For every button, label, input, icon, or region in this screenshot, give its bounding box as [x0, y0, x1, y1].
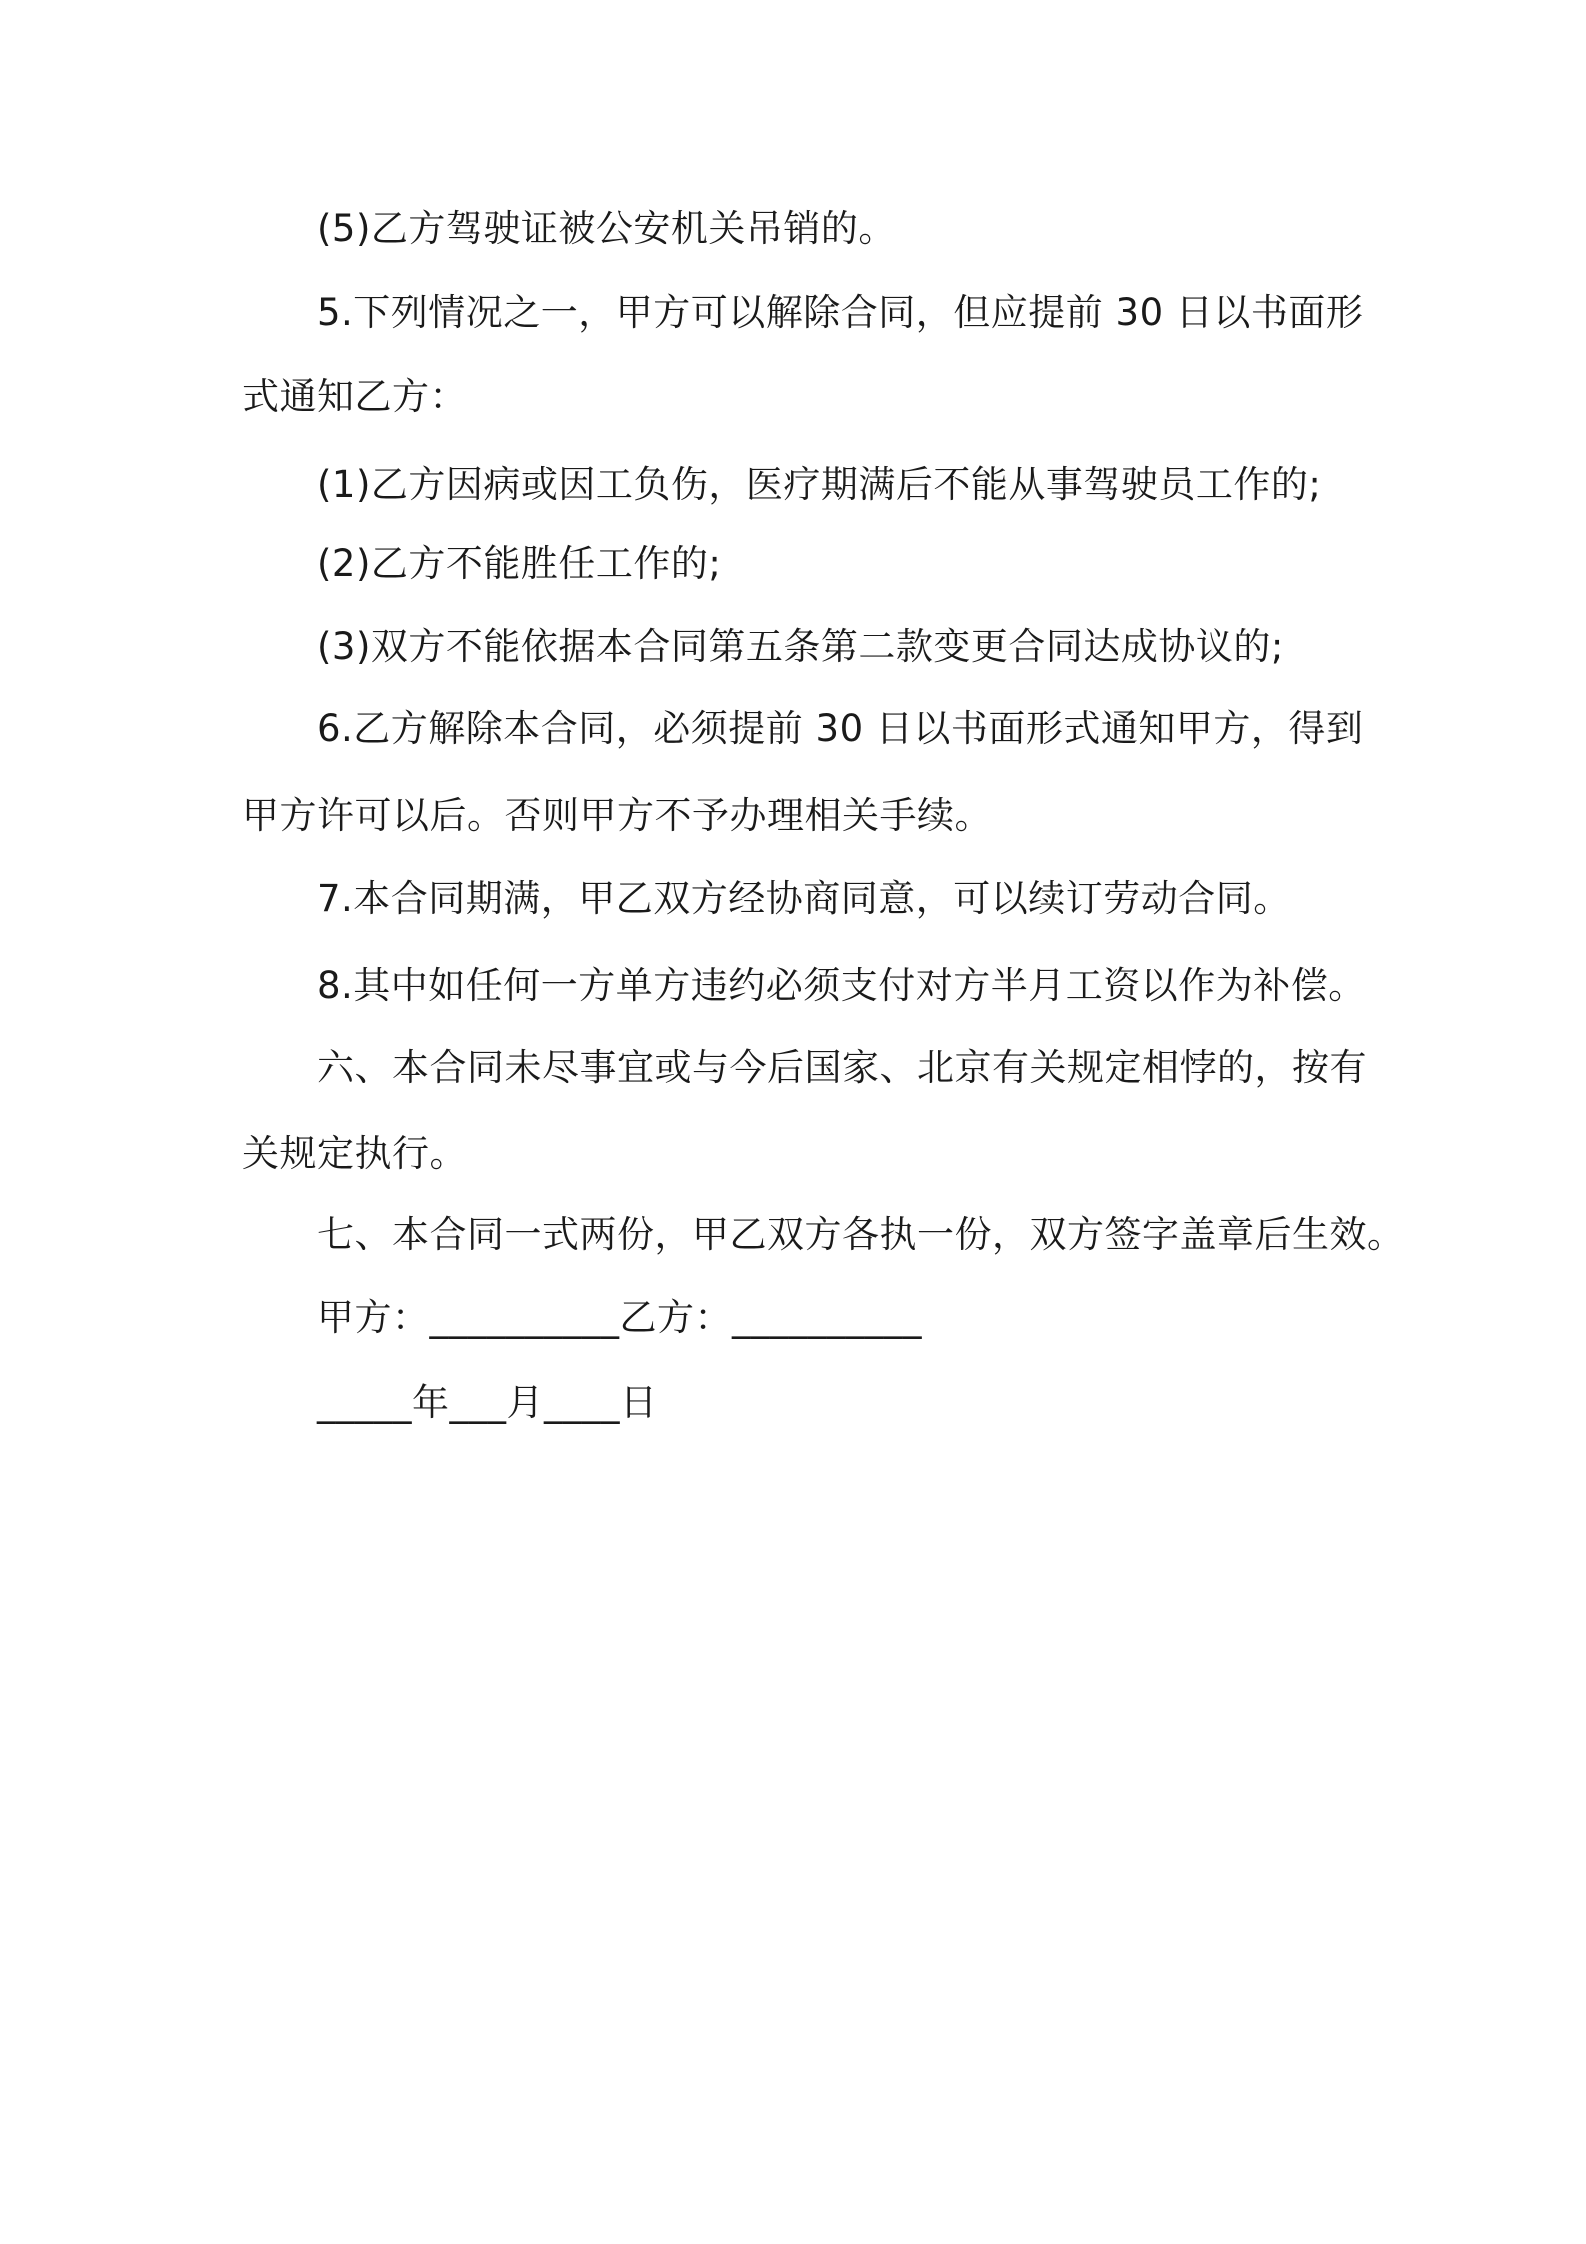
article-6: 六、本合同未尽事宜或与今后国家、北京有关规定相悖的，按有 — [317, 1046, 1367, 1089]
clause-5-item-1: (1)乙方因病或因工负伤，医疗期满后不能从事驾驶员工作的; — [317, 463, 1322, 506]
clause-5-item-5: (5)乙方驾驶证被公安机关吊销的。 — [317, 207, 896, 250]
clause-6: 6.乙方解除本合同，必须提前 30 日以书面形式通知甲方，得到 — [317, 707, 1364, 750]
clause-8: 8.其中如任何一方单方违约必须支付对方半月工资以作为补偿。 — [317, 964, 1366, 1007]
article-6-continued: 关规定执行。 — [242, 1132, 467, 1175]
clause-6-continued: 甲方许可以后。否则甲方不予办理相关手续。 — [242, 794, 992, 837]
date-line: _____年___月____日 — [317, 1381, 658, 1424]
clause-7: 7.本合同期满，甲乙双方经协商同意，可以续订劳动合同。 — [317, 877, 1291, 920]
clause-5-heading-continued: 式通知乙方： — [242, 375, 467, 418]
signature-line: 甲方：__________乙方：__________ — [317, 1296, 922, 1339]
clause-5-item-3: (3)双方不能依据本合同第五条第二款变更合同达成协议的; — [317, 625, 1284, 668]
clause-5-item-2: (2)乙方不能胜任工作的; — [317, 542, 722, 585]
article-7: 七、本合同一式两份，甲乙双方各执一份，双方签字盖章后生效。 — [317, 1213, 1405, 1256]
clause-5-heading: 5.下列情况之一，甲方可以解除合同，但应提前 30 日以书面形 — [317, 291, 1364, 334]
